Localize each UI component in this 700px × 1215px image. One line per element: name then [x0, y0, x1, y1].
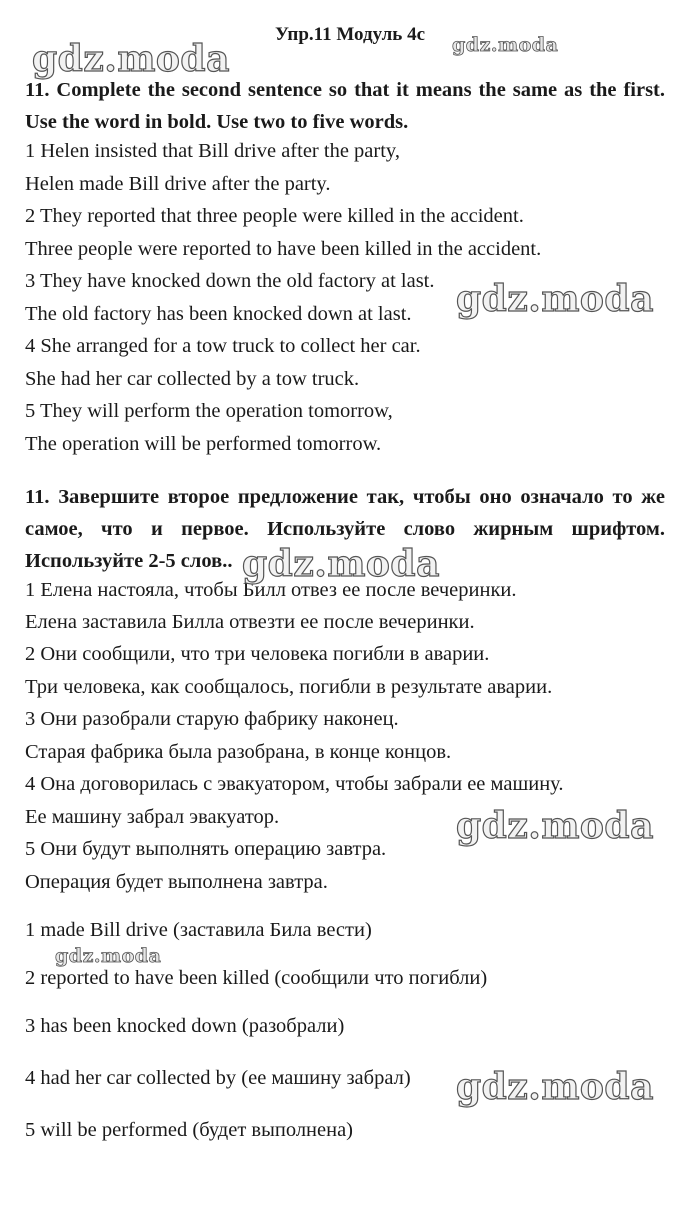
sentence-line: 1 Helen insisted that Bill drive after the party,	[25, 140, 400, 162]
sentence-line: 5 They will perform the operation tomorrow,	[25, 400, 393, 422]
sentence-line: Helen made Bill drive after the party.	[25, 173, 331, 195]
watermark-logo: gdz.moda	[32, 38, 230, 80]
watermark-logo: gdz.moda	[456, 1066, 654, 1108]
sentence-line: 1 Елена настояла, чтобы Билл отвез ее после вечеринки.	[25, 579, 517, 601]
sentence-line: 2 Они сообщили, что три человека погибли в аварии.	[25, 643, 490, 665]
task-instruction-en: 11. Complete the second sentence so that it means the same as the first. Use the word in bold. Use two to five words.	[25, 79, 665, 133]
answer-line: 5 will be performed (будет выполнена)	[25, 1119, 354, 1141]
watermark-logo: gdz.moda	[55, 945, 162, 967]
watermark-logo: gdz.moda	[452, 34, 559, 56]
sentence-line: Three people were reported to have been killed in the accident.	[25, 238, 542, 260]
answer-line: 4 had her car collected by (ее машину забрал)	[25, 1067, 411, 1089]
watermark-logo: gdz.moda	[242, 543, 440, 585]
answer-line: 3 has been knocked down (разобрали)	[25, 1015, 345, 1037]
sentence-line: The old factory has been knocked down at last.	[25, 303, 412, 325]
sentence-line: 3 Они разобрали старую фабрику наконец.	[25, 708, 399, 730]
task-instruction-ru: 11. Завершите второе предложение так, чтобы оно означало то же самое, что и первое. Используйте слово жирным шрифтом. Используйте 2-5 слов..	[25, 486, 665, 572]
sentence-line: The operation will be performed tomorrow.	[25, 433, 382, 455]
page-title: Упр.11 Модуль 4с	[274, 24, 425, 45]
sentence-line: Операция будет выполнена завтра.	[25, 871, 328, 893]
sentence-line: 5 Они будут выполнять операцию завтра.	[25, 838, 387, 860]
sentence-line: Ее машину забрал эвакуатор.	[25, 806, 280, 828]
watermark-logo: gdz.moda	[456, 278, 654, 320]
answer-line: 1 made Bill drive (заставила Била вести)	[25, 919, 372, 941]
sentence-line: Старая фабрика была разобрана, в конце концов.	[25, 741, 452, 763]
answer-line: 2 reported to have been killed (сообщили что погибли)	[25, 967, 488, 989]
watermark-logo: gdz.moda	[456, 805, 654, 847]
sentence-line: She had her car collected by a tow truck.	[25, 368, 360, 390]
sentence-line: Три человека, как сообщалось, погибли в результате аварии.	[25, 676, 553, 698]
sentence-line: 4 Она договорилась с эвакуатором, чтобы забрали ее машину.	[25, 773, 564, 795]
sentence-line: Елена заставила Билла отвезти ее после вечеринки.	[25, 611, 475, 633]
sentence-line: 4 She arranged for a tow truck to collect her car.	[25, 335, 421, 357]
sentence-line: 3 They have knocked down the old factory at last.	[25, 270, 435, 292]
sentence-line: 2 They reported that three people were killed in the accident.	[25, 205, 524, 227]
